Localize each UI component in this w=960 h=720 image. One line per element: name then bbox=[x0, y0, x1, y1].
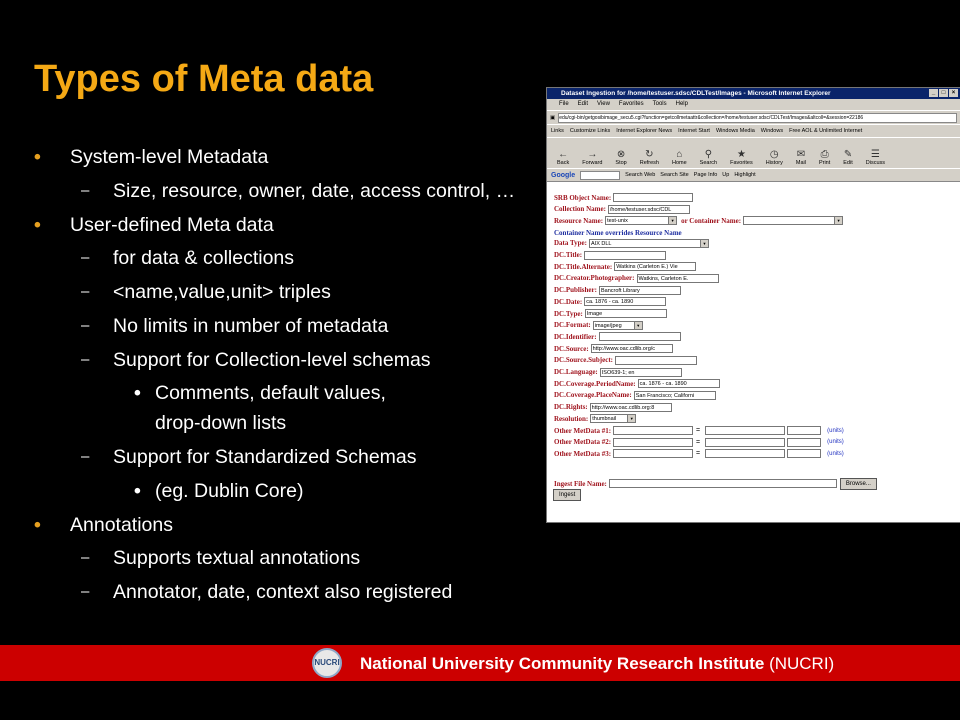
toolbar-label: Stop bbox=[615, 160, 627, 166]
form-row bbox=[554, 378, 720, 389]
bullet-text: Annotations bbox=[70, 513, 173, 536]
toolbar-button[interactable] bbox=[796, 149, 806, 166]
toolbar-label: Discuss bbox=[865, 160, 886, 166]
toolbar-button[interactable] bbox=[766, 149, 783, 166]
select-value: thumbnail bbox=[592, 416, 617, 423]
form-row bbox=[554, 478, 877, 489]
page-icon: ▣ bbox=[550, 114, 556, 121]
bullet-text: System-level Metadata bbox=[70, 146, 269, 168]
footer-bar bbox=[0, 645, 960, 681]
toolbar-label: Back bbox=[557, 160, 570, 166]
text-field[interactable]: ca. 1876 - ca. 1890 bbox=[584, 297, 666, 306]
bullet-text: Comments, default values, bbox=[155, 382, 386, 405]
form-row bbox=[554, 227, 682, 238]
toolbar-button[interactable] bbox=[582, 149, 602, 166]
field-label: Resolution: bbox=[554, 414, 589, 423]
equals-sign: = bbox=[696, 438, 701, 446]
bullet-marker: • bbox=[134, 382, 141, 405]
form-row bbox=[554, 448, 844, 459]
meta-name-input[interactable] bbox=[613, 449, 693, 458]
bullet-text: User-defined Meta data bbox=[70, 213, 274, 236]
ingest-file-input[interactable] bbox=[609, 479, 837, 488]
chevron-down-icon: ▼ bbox=[634, 322, 642, 329]
bullet-text: Annotator, date, context also registered bbox=[113, 581, 453, 604]
meta-value-input[interactable] bbox=[705, 449, 785, 458]
menu-item[interactable]: View bbox=[597, 101, 610, 107]
toolbar-button[interactable] bbox=[866, 149, 885, 166]
text-field[interactable]: http://www.oac.cdlib.org/c bbox=[591, 344, 673, 353]
units-link[interactable]: (units) bbox=[827, 450, 844, 457]
bullet-marker: – bbox=[81, 350, 90, 368]
link-item[interactable]: Links bbox=[551, 128, 564, 134]
meta-name-input[interactable] bbox=[613, 426, 693, 435]
form-row bbox=[554, 215, 843, 226]
link-item[interactable]: Free AOL & Unlimited Internet bbox=[789, 128, 863, 134]
bullet-item bbox=[34, 281, 544, 305]
equals-sign: = bbox=[696, 450, 701, 458]
toolbar-label: Refresh bbox=[639, 160, 659, 166]
minimize-icon[interactable]: _ bbox=[929, 89, 938, 97]
chevron-down-icon: ▼ bbox=[834, 217, 842, 224]
chevron-down-icon: ▼ bbox=[700, 240, 708, 247]
meta-unit-input[interactable] bbox=[787, 449, 821, 458]
field-label: DC.Publisher: bbox=[554, 286, 597, 295]
links-bar bbox=[547, 124, 960, 137]
container-name-select[interactable] bbox=[743, 216, 843, 225]
meta-unit-input[interactable] bbox=[787, 426, 821, 435]
text-field[interactable]: San Francisco; Californi bbox=[634, 391, 716, 400]
field-label: Ingest File Name: bbox=[554, 479, 607, 488]
resource-name-select[interactable] bbox=[605, 216, 677, 225]
field-label: DC.Language: bbox=[554, 368, 598, 376]
slide-title: Types of Meta data bbox=[34, 58, 374, 100]
field-label: DC.Date: bbox=[554, 297, 583, 306]
toolbar-button[interactable] bbox=[730, 149, 753, 166]
toolbar-icon: ★ bbox=[736, 149, 746, 160]
form-row bbox=[554, 343, 673, 354]
toolbar-label: Favorites bbox=[730, 160, 753, 166]
bullet-marker: – bbox=[81, 448, 90, 466]
text-field[interactable]: Bancroft Library bbox=[599, 286, 681, 295]
field-label: Resource Name: bbox=[554, 216, 604, 225]
text-field[interactable]: http://www.oac.cdlib.org:8 bbox=[590, 403, 672, 412]
select-field[interactable] bbox=[590, 414, 636, 423]
ingest-button[interactable]: Ingest bbox=[553, 489, 581, 501]
bullet-text: No limits in number of metadata bbox=[113, 314, 389, 337]
form-row bbox=[554, 331, 681, 342]
select-field[interactable] bbox=[593, 321, 643, 330]
collection-name-input[interactable]: /home/testuser.sdsc/CDL bbox=[608, 205, 690, 214]
logo-text: NUCRI bbox=[314, 658, 340, 667]
form-row bbox=[554, 355, 697, 366]
bullet-marker: • bbox=[34, 513, 41, 536]
text-field[interactable] bbox=[584, 251, 666, 260]
bullet-marker: • bbox=[34, 213, 41, 236]
bullet-item bbox=[34, 315, 544, 339]
equals-sign: = bbox=[696, 427, 701, 434]
bullet-item bbox=[34, 180, 544, 204]
bullet-marker: – bbox=[81, 283, 90, 301]
toolbar-icon: → bbox=[587, 149, 598, 160]
toolbar-label: Print bbox=[818, 160, 831, 166]
link-item[interactable]: Windows bbox=[760, 128, 784, 134]
select-field[interactable] bbox=[589, 239, 709, 248]
toolbar-icon: ☰ bbox=[870, 149, 880, 160]
bullet-item bbox=[34, 581, 544, 605]
browse-button[interactable]: Browse... bbox=[840, 478, 877, 490]
bullet-marker: – bbox=[81, 316, 90, 334]
link-item[interactable]: Internet Start bbox=[678, 128, 710, 134]
text-field[interactable] bbox=[615, 356, 697, 365]
menu-item[interactable]: Tools bbox=[652, 101, 667, 107]
toolbar-button[interactable] bbox=[557, 149, 569, 166]
address-input[interactable]: edu/cgi-bin/getgosibimage_secu5.cgi?function=getcollmetaattr&collection=/home/testuser.sdsc/CDLTest/Images&altcoll=&session=22186 bbox=[558, 113, 957, 123]
field-label: DC.Source.Subject: bbox=[554, 356, 613, 365]
google-toolbar-item[interactable]: Page Info bbox=[693, 172, 718, 178]
bullet-text: Supports textual annotations bbox=[113, 547, 361, 570]
text-field[interactable]: Watkins (Carleton E.) Vie bbox=[614, 262, 696, 271]
bullet-text: for data & collections bbox=[113, 247, 295, 270]
org-abbr: (NUCRI) bbox=[769, 654, 835, 673]
meta-unit-input[interactable] bbox=[787, 438, 821, 447]
google-toolbar-item[interactable]: Up bbox=[722, 172, 730, 178]
field-label: DC.Coverage.PlaceName: bbox=[554, 391, 632, 400]
select-value: test-unix bbox=[607, 218, 628, 225]
field-label: DC.Format: bbox=[554, 321, 591, 330]
form-row bbox=[554, 192, 693, 203]
menu-item[interactable]: File bbox=[559, 101, 569, 107]
form-row bbox=[554, 285, 681, 296]
select-value: image/jpeg bbox=[594, 322, 622, 329]
text-field[interactable]: ISO639-1; en bbox=[600, 368, 682, 377]
form-row bbox=[554, 273, 719, 284]
toolbar-label: Edit bbox=[843, 160, 853, 166]
field-label: Other MetData #2: bbox=[554, 438, 612, 447]
bullet-item bbox=[34, 446, 544, 470]
toolbar-icon: ✎ bbox=[843, 149, 853, 160]
menu-item[interactable]: Help bbox=[675, 101, 688, 107]
browser-toolbar bbox=[547, 137, 960, 168]
bullet-item bbox=[34, 480, 544, 504]
field-label: Collection Name: bbox=[554, 205, 606, 214]
text-field[interactable]: Watkins, Carleton E. bbox=[637, 274, 719, 283]
bullet-item bbox=[34, 247, 544, 271]
bullet-text: Support for Collection-level schemas bbox=[113, 348, 431, 371]
close-icon[interactable]: × bbox=[949, 89, 958, 97]
menu-item[interactable]: Edit bbox=[577, 101, 589, 107]
bullet-item bbox=[34, 349, 544, 373]
form-row bbox=[554, 250, 666, 261]
field-label: DC.Creator.Photographer: bbox=[554, 274, 635, 283]
field-label: Data Type: bbox=[554, 239, 587, 248]
bullet-item bbox=[34, 412, 544, 436]
toolbar-button[interactable] bbox=[700, 149, 717, 166]
toolbar-icon: ↻ bbox=[645, 149, 654, 160]
google-logo: Google bbox=[551, 171, 576, 179]
bullet-text: Size, resource, owner, date, access control, … bbox=[113, 179, 516, 202]
meta-name-input[interactable] bbox=[613, 438, 693, 447]
toolbar-icon: ⊗ bbox=[616, 149, 626, 160]
field-label: DC.Identifier: bbox=[554, 332, 597, 341]
form-row bbox=[554, 367, 682, 378]
field-label: SRB Object Name: bbox=[554, 193, 612, 202]
toolbar-label: Forward bbox=[582, 160, 603, 166]
toolbar-icon: ← bbox=[558, 149, 569, 160]
footer-text bbox=[360, 645, 834, 681]
toolbar-icon: ⌂ bbox=[676, 149, 683, 160]
google-toolbar-item[interactable]: Search Site bbox=[660, 172, 689, 178]
form-row bbox=[554, 390, 716, 401]
link-item[interactable]: Customize Links bbox=[569, 128, 611, 134]
google-toolbar-item[interactable]: Search Web bbox=[625, 172, 656, 178]
form-row bbox=[554, 204, 690, 215]
form-row bbox=[554, 238, 709, 249]
google-toolbar bbox=[547, 168, 960, 182]
bullet-marker: • bbox=[34, 146, 41, 168]
bullet-marker: – bbox=[81, 583, 90, 601]
toolbar-label: Search bbox=[699, 160, 718, 166]
maximize-icon[interactable]: □ bbox=[939, 89, 948, 97]
ingestion-form bbox=[547, 182, 960, 512]
browser-screenshot bbox=[546, 87, 960, 523]
toolbar-button[interactable] bbox=[672, 149, 687, 166]
field-label: Other MetData #3: bbox=[554, 449, 612, 458]
form-row bbox=[554, 296, 666, 307]
toolbar-label: Home bbox=[672, 160, 687, 166]
chevron-down-icon: ▼ bbox=[627, 415, 635, 422]
form-row bbox=[554, 308, 667, 319]
menu-bar bbox=[547, 99, 960, 110]
bullet-text: Support for Standardized Schemas bbox=[113, 446, 417, 469]
field-label: Container Name overrides Resource Name bbox=[554, 228, 682, 237]
bullet-list bbox=[34, 146, 544, 615]
field-label: DC.Coverage.PeriodName: bbox=[554, 379, 636, 388]
toolbar-icon: ◷ bbox=[769, 149, 779, 160]
form-row bbox=[554, 490, 581, 501]
bullet-item bbox=[34, 146, 544, 170]
toolbar-button[interactable] bbox=[843, 149, 852, 166]
field-label: DC.Title.Alternate: bbox=[554, 262, 613, 271]
link-item[interactable]: Internet Explorer News bbox=[616, 128, 673, 134]
google-toolbar-item[interactable]: Highlight bbox=[734, 172, 756, 178]
srb-object-name-input[interactable] bbox=[613, 193, 693, 202]
window-title: Dataset Ingestion for /home/testuser.sdsc/CDLTest/Images - Microsoft Internet Explorer bbox=[561, 90, 831, 97]
field-label: or Container Name: bbox=[681, 216, 742, 225]
field-label: Other MetData #1: bbox=[554, 426, 612, 435]
toolbar-icon: ✉ bbox=[796, 149, 806, 160]
form-row bbox=[554, 413, 636, 424]
form-row bbox=[554, 320, 643, 331]
nucri-logo bbox=[312, 648, 342, 678]
bullet-marker: • bbox=[134, 479, 141, 502]
bullet-marker: – bbox=[81, 181, 90, 199]
address-bar bbox=[547, 110, 960, 124]
bullet-text: drop-down lists bbox=[155, 412, 287, 435]
meta-value-input[interactable] bbox=[705, 438, 785, 447]
units-link[interactable]: (units) bbox=[827, 439, 844, 446]
bullet-marker: – bbox=[81, 249, 90, 267]
bullet-item bbox=[34, 514, 544, 538]
toolbar-label: History bbox=[765, 160, 783, 166]
field-label: DC.Rights: bbox=[554, 403, 588, 412]
text-field[interactable]: ca. 1876 - ca. 1890 bbox=[638, 379, 720, 388]
bullet-text: <name,value,unit> triples bbox=[113, 281, 331, 304]
toolbar-button[interactable] bbox=[819, 149, 830, 166]
toolbar-icon: ⎙ bbox=[820, 149, 829, 160]
units-link[interactable]: (units) bbox=[827, 427, 844, 434]
field-label: DC.Title: bbox=[554, 251, 583, 259]
meta-value-input[interactable] bbox=[705, 426, 785, 435]
bullet-item bbox=[34, 547, 544, 571]
form-row bbox=[554, 437, 844, 448]
form-row bbox=[554, 261, 696, 272]
bullet-marker: – bbox=[81, 549, 90, 567]
toolbar-button[interactable] bbox=[615, 149, 626, 166]
form-row bbox=[554, 402, 672, 413]
bullet-item bbox=[34, 382, 544, 406]
window-titlebar bbox=[547, 88, 960, 99]
text-field[interactable]: Image bbox=[585, 309, 667, 318]
bullet-item bbox=[34, 214, 544, 238]
field-label: DC.Source: bbox=[554, 344, 589, 353]
field-label: DC.Type: bbox=[554, 309, 583, 318]
select-value: AIX DLL bbox=[591, 240, 612, 247]
form-row bbox=[554, 425, 844, 436]
toolbar-icon: ⚲ bbox=[704, 149, 713, 160]
text-field[interactable] bbox=[599, 332, 681, 341]
menu-item[interactable]: Favorites bbox=[618, 101, 644, 107]
link-item[interactable]: Windows Media bbox=[715, 128, 755, 134]
chevron-down-icon: ▼ bbox=[668, 217, 676, 224]
toolbar-button[interactable] bbox=[640, 149, 659, 166]
toolbar-label: Mail bbox=[795, 160, 806, 166]
org-name: National University Community Research Institute bbox=[360, 654, 765, 673]
bullet-text: (eg. Dublin Core) bbox=[155, 479, 304, 502]
google-search-input[interactable] bbox=[580, 171, 620, 180]
